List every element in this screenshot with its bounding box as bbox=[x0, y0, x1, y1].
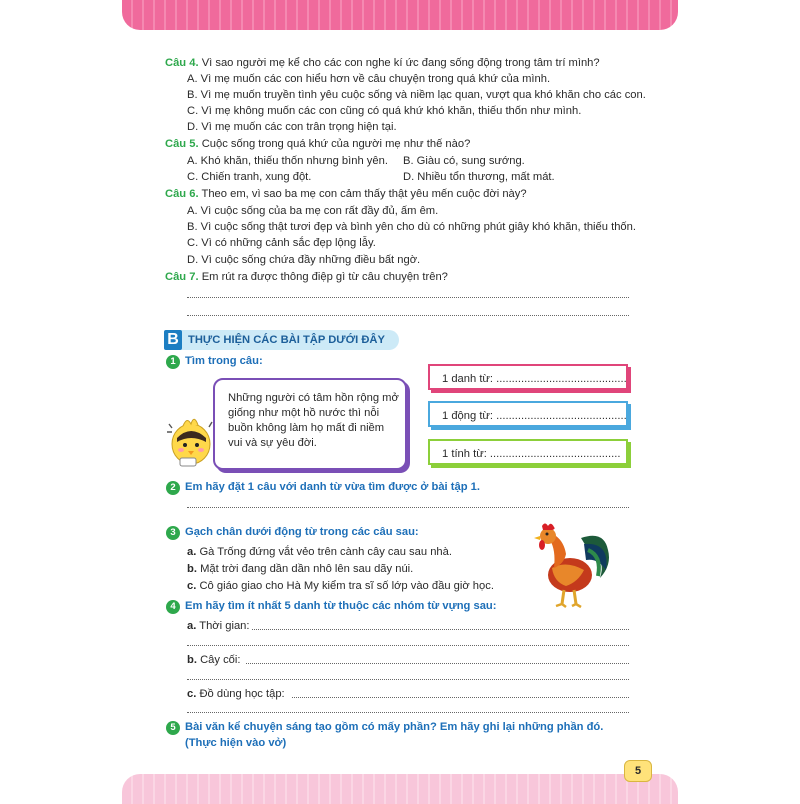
option-c[interactable]: C. Chiến tranh, xung đột. bbox=[187, 171, 312, 183]
category-c bbox=[187, 687, 285, 701]
item-label: c. bbox=[187, 688, 197, 700]
question-5 bbox=[165, 137, 470, 151]
option-c[interactable]: C. Vì mẹ không muốn các con cũng có quá khứ khó khăn, thiếu thốn như mình. bbox=[187, 105, 582, 117]
answer-line[interactable] bbox=[187, 297, 629, 298]
question-4 bbox=[165, 56, 600, 70]
question-7 bbox=[165, 270, 448, 284]
question-text: Vì sao người mẹ kể cho các con nghe kí ức đang sống động trong tâm trí mình? bbox=[201, 57, 600, 69]
noun-answer-box[interactable]: 1 danh từ: .......................................... bbox=[428, 364, 628, 390]
exercise-2-title: Em hãy đặt 1 câu với danh từ vừa tìm được ở bài tập 1. bbox=[185, 481, 480, 493]
section-b-letter: B bbox=[164, 330, 182, 350]
option-b[interactable]: B. Giàu có, sung sướng. bbox=[403, 155, 525, 167]
question-text: Em rút ra được thông điệp gì từ câu chuyện trên? bbox=[201, 271, 448, 283]
item-label: a. bbox=[187, 546, 197, 558]
answer-line[interactable] bbox=[187, 712, 629, 713]
exercise-4-title: Em hãy tìm ít nhất 5 danh từ thuộc các nhóm từ vựng sau: bbox=[185, 600, 497, 612]
exercise-5-note: (Thực hiện vào vở) bbox=[185, 737, 287, 749]
answer-line[interactable] bbox=[246, 663, 629, 664]
option-a[interactable]: A. Vì mẹ muốn các con hiểu hơn về câu chuyện trong quá khứ của mình. bbox=[187, 73, 551, 85]
option-a[interactable]: A. Khó khăn, thiếu thốn nhưng bình yên. bbox=[187, 155, 388, 167]
exercise-5-title: Bài văn kể chuyện sáng tạo gồm có mấy phần? Em hãy ghi lại những phần đó. bbox=[185, 721, 604, 733]
question-text: Cuộc sống trong quá khứ của người mẹ như thế nào? bbox=[201, 138, 471, 150]
quote-text: Những người có tâm hồn rộng mở giống như một hồ nước thì nỗi buồn không làm họ mất đi niềm vui và sự yêu đời. bbox=[228, 392, 399, 449]
answer-line[interactable] bbox=[187, 507, 629, 508]
item-label: b. bbox=[187, 563, 197, 575]
question-number: Câu 7. bbox=[165, 271, 199, 283]
item-text: Cây cối: bbox=[200, 654, 241, 666]
option-b[interactable]: B. Vì mẹ muốn truyền tình yêu cuộc sống và niềm lạc quan, vượt qua khó khăn cho các con. bbox=[187, 89, 646, 101]
question-number: Câu 4. bbox=[165, 57, 199, 69]
option-d[interactable]: D. Vì cuộc sống chứa đầy những điều bất ngờ. bbox=[187, 254, 421, 266]
item-text: Đồ dùng học tập: bbox=[199, 688, 285, 700]
option-d[interactable]: D. Vì mẹ muốn các con trân trọng hiện tại. bbox=[187, 121, 397, 133]
exercise-3-title: Gạch chân dưới động từ trong các câu sau: bbox=[185, 526, 419, 538]
exercise-number-badge: 5 bbox=[166, 721, 180, 735]
exercise-number-badge: 3 bbox=[166, 526, 180, 540]
question-6 bbox=[165, 187, 527, 201]
exercise-number-badge: 4 bbox=[166, 600, 180, 614]
exercise-number-badge: 2 bbox=[166, 481, 180, 495]
item-text: Mặt trời đang dần dần nhô lên sau dãy núi. bbox=[200, 563, 414, 575]
question-number: Câu 5. bbox=[165, 138, 199, 150]
rooster-illustration bbox=[526, 520, 616, 610]
answer-line[interactable] bbox=[252, 629, 629, 630]
question-number: Câu 6. bbox=[165, 188, 199, 200]
answer-line[interactable] bbox=[187, 315, 629, 316]
answer-line[interactable] bbox=[187, 679, 629, 680]
page-number: 5 bbox=[624, 760, 652, 782]
section-b-title: THỰC HIỆN CÁC BÀI TẬP DƯỚI ĐÂY bbox=[180, 330, 399, 350]
item-text: Gà Trống đứng vắt vẻo trên cành cây cau sau nhà. bbox=[199, 546, 452, 558]
option-b[interactable]: B. Vì cuộc sống thật tươi đẹp và bình yên cho dù có những phút giây khó khăn, thiếu thốn. bbox=[187, 221, 636, 233]
question-text: Theo em, vì sao ba mẹ con cảm thấy thật yêu mến cuộc đời này? bbox=[201, 188, 527, 200]
answer-line[interactable] bbox=[292, 697, 629, 698]
item-text: Thời gian: bbox=[199, 620, 250, 632]
exercise-1-title: Tìm trong câu: bbox=[185, 355, 263, 367]
option-c[interactable]: C. Vì có những cảnh sắc đẹp lộng lẫy. bbox=[187, 237, 376, 249]
item-label: b. bbox=[187, 654, 197, 666]
category-a bbox=[187, 619, 250, 633]
category-b bbox=[187, 653, 240, 667]
answer-line[interactable] bbox=[187, 645, 629, 646]
verb-answer-box[interactable]: 1 động từ: .......................................... bbox=[428, 401, 628, 427]
header-decoration bbox=[122, 0, 678, 30]
sentence-c[interactable] bbox=[187, 579, 494, 593]
sentence-b[interactable] bbox=[187, 562, 413, 576]
option-a[interactable]: A. Vì cuộc sống của ba mẹ con rất đầy đủ, ấm êm. bbox=[187, 205, 439, 217]
option-d[interactable]: D. Nhiều tổn thương, mất mát. bbox=[403, 171, 555, 183]
adjective-answer-box[interactable]: 1 tính từ: .......................................... bbox=[428, 439, 628, 465]
item-text: Cô giáo giao cho Hà My kiểm tra sĩ số lớp vào đầu giờ học. bbox=[199, 580, 494, 592]
sentence-a[interactable] bbox=[187, 545, 452, 559]
item-label: a. bbox=[187, 620, 197, 632]
item-label: c. bbox=[187, 580, 197, 592]
exercise-number-badge: 1 bbox=[166, 355, 180, 369]
